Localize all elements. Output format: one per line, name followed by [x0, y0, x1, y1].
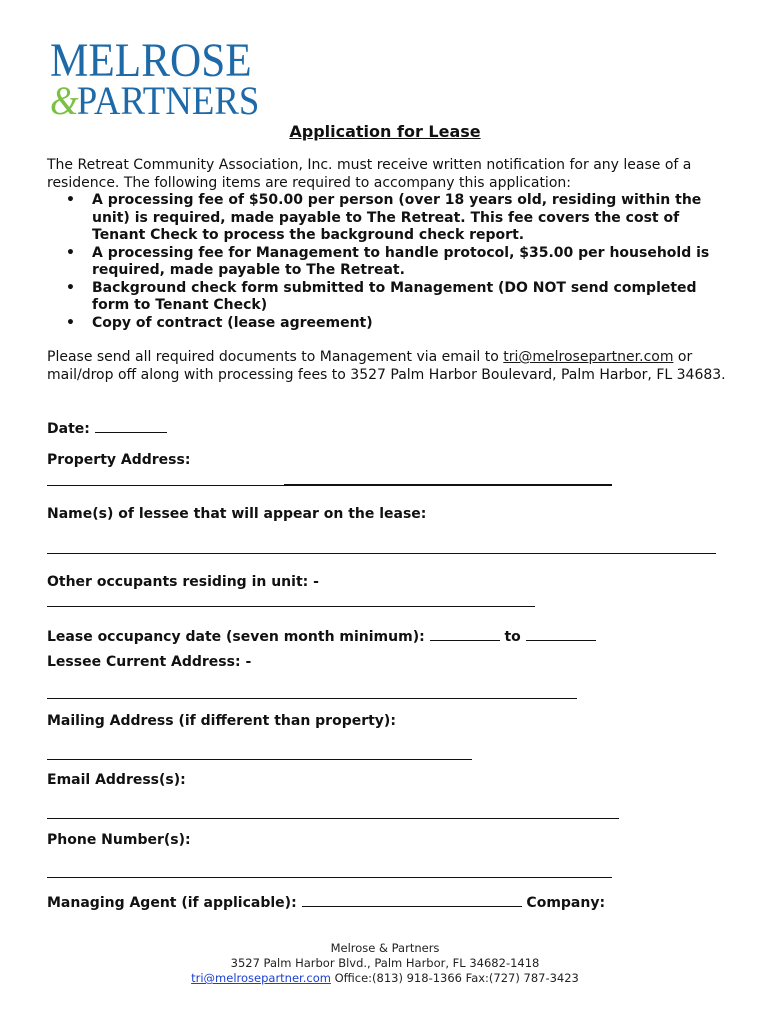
company-label: Company:: [526, 895, 606, 911]
mailing-address-label: Mailing Address (if different than property):: [47, 713, 396, 729]
email-blank[interactable]: [47, 818, 619, 819]
logo-partners: PARTNERS: [76, 78, 260, 123]
managing-agent-field: [47, 892, 605, 911]
property-address-blank-2[interactable]: [284, 484, 612, 486]
current-address-label: Lessee Current Address: -: [47, 654, 252, 670]
phone-label: Phone Number(s):: [47, 832, 191, 848]
send-email-link[interactable]: tri@melrosepartner.com: [503, 349, 674, 365]
footer-company: Melrose & Partners: [330, 941, 440, 955]
page-footer: [0, 941, 770, 986]
property-address-blank-1[interactable]: [47, 485, 284, 486]
footer-contact: [0, 971, 770, 986]
submission-instructions: [47, 349, 727, 384]
page-title: Application for Lease: [289, 122, 481, 141]
property-address-label: Property Address:: [47, 452, 191, 468]
send-text-after: or mail/drop off along with processing fees to 3527 Palm Harbor Boulevard, Palm Harbor, FL 34683.: [47, 349, 726, 383]
mailing-address-blank[interactable]: [47, 759, 472, 760]
lessee-names-label: Name(s) of lessee that will appear on the lease:: [47, 506, 427, 522]
other-occupants-blank[interactable]: [47, 606, 535, 607]
footer-address: 3527 Palm Harbor Blvd., Palm Harbor, FL 34682-1418: [230, 956, 540, 970]
logo-line-2: [50, 78, 260, 123]
send-text-before: Please send all required documents to Management via email to: [47, 349, 504, 365]
footer-email-link[interactable]: tri@melrosepartner.com: [191, 971, 331, 985]
phone-blank[interactable]: [47, 877, 612, 878]
footer-phone-fax: Office:(813) 918-1366 Fax:(727) 787-3423: [330, 971, 579, 985]
intro-text: The Retreat Community Association, Inc. must receive written notification for any lease of a residence. The following items are required to accompany this application:: [47, 157, 692, 191]
logo-line-1: MELROSE: [50, 34, 252, 87]
email-label: Email Address(s):: [47, 772, 186, 788]
occupancy-date-label: Lease occupancy date (seven month minimum):: [47, 629, 425, 645]
occupancy-to-label: to: [504, 629, 521, 645]
requirement-item: • A processing fee of $50.00 per person (over 18 years old, residing within the unit) is required, made payable to The Retreat. This fee covers the cost of Tenant Check to process the background check report.: [47, 192, 727, 245]
occupancy-start-blank[interactable]: [430, 626, 500, 641]
occupancy-end-blank[interactable]: [526, 626, 596, 641]
intro-section: [47, 157, 727, 384]
requirements-list: [47, 192, 727, 332]
other-occupants-label: Other occupants residing in unit: -: [47, 574, 319, 590]
company-logo: [50, 34, 278, 123]
date-blank[interactable]: [95, 418, 167, 433]
date-field: [47, 418, 167, 437]
lessee-names-blank[interactable]: [47, 553, 716, 554]
current-address-blank[interactable]: [47, 698, 577, 699]
managing-agent-label: Managing Agent (if applicable):: [47, 895, 297, 911]
requirement-item: • Copy of contract (lease agreement): [47, 315, 727, 333]
managing-agent-blank[interactable]: [302, 892, 522, 907]
logo-ampersand: &: [50, 78, 79, 123]
date-label: Date:: [47, 421, 90, 437]
occupancy-date-field: [47, 626, 596, 645]
requirement-item: • A processing fee for Management to handle protocol, $35.00 per household is required, made payable to The Retreat.: [47, 245, 727, 280]
requirement-item: • Background check form submitted to Management (DO NOT send completed form to Tenant Check): [47, 280, 727, 315]
